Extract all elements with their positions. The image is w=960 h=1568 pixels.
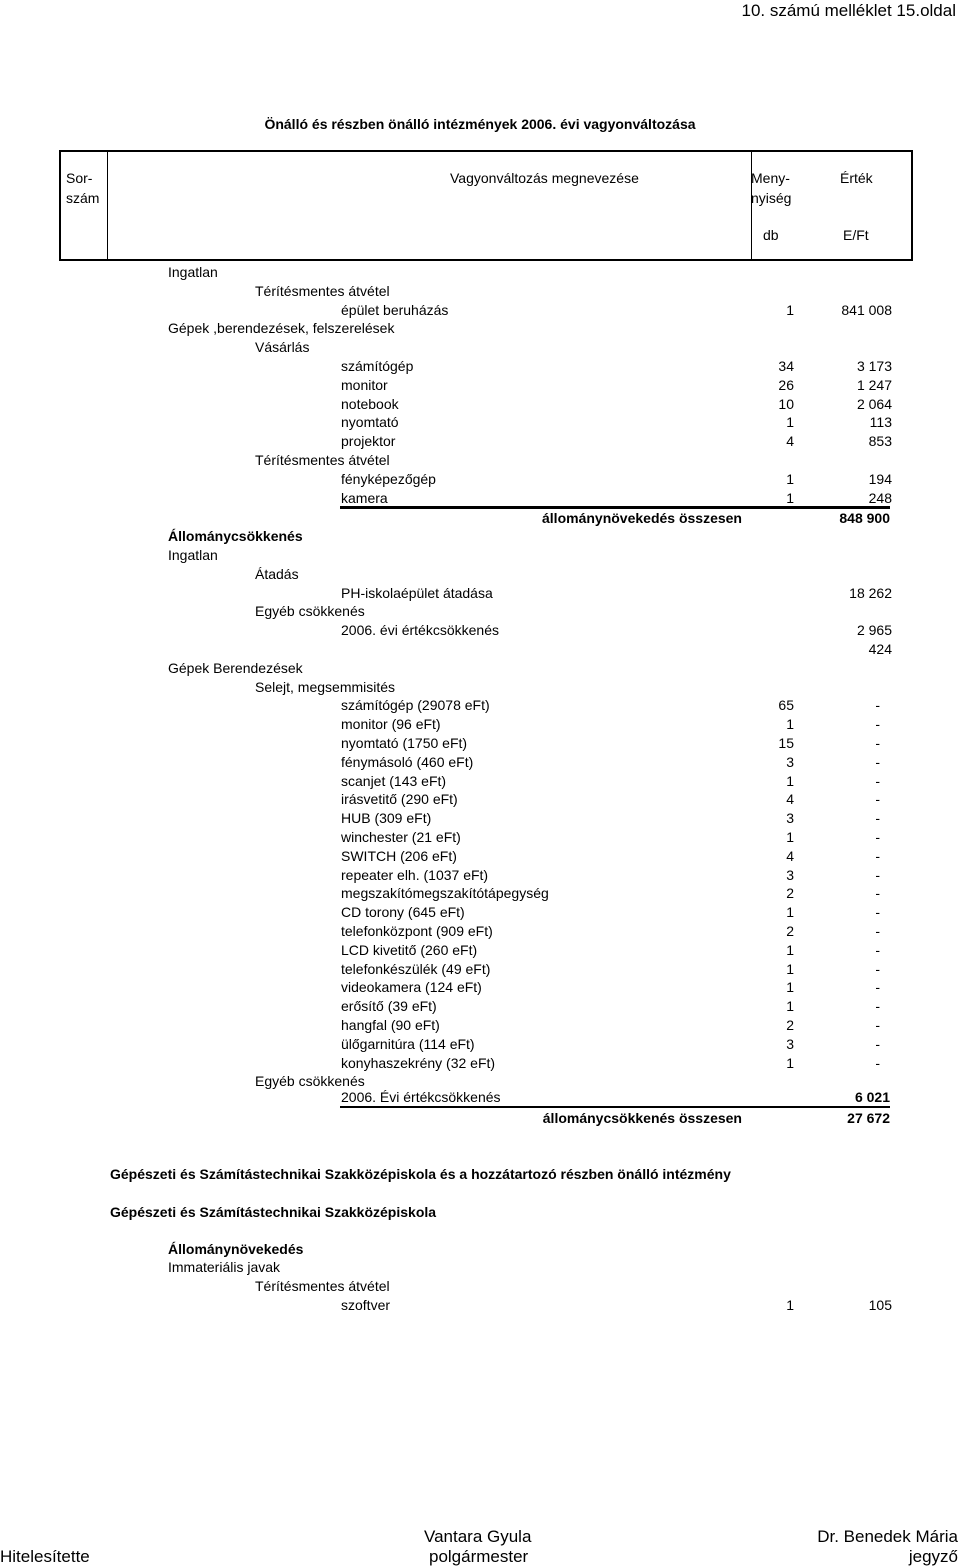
row-value: 853 xyxy=(868,433,892,450)
increase-total-rule xyxy=(340,506,890,509)
row-value: - xyxy=(875,998,880,1015)
notary-title: jegyző xyxy=(908,1547,958,1566)
row-label: Térítésmentes átvétel xyxy=(255,1278,390,1294)
header-description: Vagyonváltozás megnevezése xyxy=(450,170,639,186)
section2-heading-1: Gépészeti és Számítástechnikai Szakközépiskola és a hozzátartozó részben önálló intézmény xyxy=(110,1166,731,1182)
row-qty: 2 xyxy=(786,923,794,939)
row-qty: 3 xyxy=(786,753,794,770)
row-label: ülőgarnitúra (114 eFt) xyxy=(341,1035,475,1052)
depreciation-value: 6 021 xyxy=(854,1089,890,1105)
row-label: Ingatlan xyxy=(168,264,218,280)
row-label: PH-iskolaépület átadása xyxy=(341,584,493,601)
row-label: projektor xyxy=(341,433,396,450)
row-label: számítógép (29078 eFt) xyxy=(341,697,490,714)
row-label: fénymásoló (460 eFt) xyxy=(341,753,474,770)
row-label: LCD kivetitő (260 eFt) xyxy=(341,941,478,958)
row-value: 105 xyxy=(868,1297,892,1313)
row-value: - xyxy=(875,772,880,789)
row-label: telefonkészülék (49 eFt) xyxy=(341,960,491,977)
row-label: 2006. évi értékcsökkenés xyxy=(341,622,499,639)
row-label: Átadás xyxy=(255,565,299,582)
row-value: - xyxy=(875,923,880,939)
row-qty: 1 xyxy=(786,301,794,318)
page-title: Önálló és részben önálló intézmények 2006. évi vagyonváltozása xyxy=(264,116,696,132)
mayor-title: polgármester xyxy=(429,1547,529,1566)
row-label: fényképezőgép xyxy=(341,470,436,487)
row-qty: 3 xyxy=(786,1035,794,1052)
row-qty: 3 xyxy=(786,810,794,827)
row-label: Gépek ,berendezések, felszerelések xyxy=(168,320,395,337)
section2-subheading: Állománynövekedés xyxy=(168,1241,304,1257)
row-value: 194 xyxy=(868,470,892,487)
row-qty: 65 xyxy=(778,697,794,714)
row-label: repeater elh. (1037 eFt) xyxy=(341,866,489,883)
row-qty: 4 xyxy=(786,433,794,450)
row-label: scanjet (143 eFt) xyxy=(341,772,447,789)
mayor-name: Vantara Gyula xyxy=(424,1527,532,1546)
row-label: Egyéb csökkenés xyxy=(255,603,365,620)
row-value: 18 262 xyxy=(849,584,892,601)
row-value: - xyxy=(875,979,880,996)
row-label: hangfal (90 eFt) xyxy=(341,1017,440,1033)
row-value: - xyxy=(875,847,880,864)
row-value: - xyxy=(875,960,880,977)
row-label: videokamera (124 eFt) xyxy=(341,979,482,996)
notary-name: Dr. Benedek Mária xyxy=(817,1527,958,1546)
row-value: - xyxy=(875,716,880,733)
row-qty: 1 xyxy=(786,772,794,789)
row-value: - xyxy=(875,753,880,770)
header-value-unit: E/Ft xyxy=(843,227,869,243)
row-value: - xyxy=(875,735,880,751)
row-value: 424 xyxy=(868,641,892,657)
row-qty: 26 xyxy=(778,376,794,393)
row-label: kamera xyxy=(341,489,388,506)
decrease-total-rule xyxy=(340,1106,890,1108)
total-decrease-label: állománycsökkenés összesen xyxy=(542,1110,742,1126)
row-label: szoftver xyxy=(341,1297,391,1313)
row-label: Egyéb csökkenés xyxy=(255,1073,365,1090)
row-qty: 2 xyxy=(786,885,794,902)
row-label: épület beruházás xyxy=(341,301,449,318)
row-value: 1 247 xyxy=(856,376,892,393)
row-qty: 10 xyxy=(778,395,794,412)
row-label: Selejt, megsemmisités xyxy=(255,678,396,695)
header-qty-unit: db xyxy=(763,227,779,243)
row-value: - xyxy=(875,829,880,845)
row-label: nyomtató (1750 eFt) xyxy=(341,735,468,751)
row-label: Gépek Berendezések xyxy=(168,659,303,676)
row-qty: 4 xyxy=(786,791,794,808)
row-label: konyhaszekrény (32 eFt) xyxy=(341,1054,496,1071)
row-value: - xyxy=(875,1035,880,1052)
depreciation-label: 2006. Évi értékcsökkenés xyxy=(341,1089,501,1105)
row-qty: 1 xyxy=(786,998,794,1015)
header-sorszam-2: szám xyxy=(66,190,100,206)
row-label: nyomtató xyxy=(341,414,399,431)
header-qty-2: nyiség xyxy=(751,190,792,206)
row-qty: 2 xyxy=(786,1017,794,1033)
row-label: monitor xyxy=(341,376,388,393)
row-qty: 1 xyxy=(786,1297,794,1313)
header-divider-1 xyxy=(107,152,108,259)
row-value: 2 064 xyxy=(856,395,892,412)
row-label: Vásárlás xyxy=(255,339,310,356)
header-sorszam-1: Sor- xyxy=(66,170,93,186)
row-qty: 1 xyxy=(786,489,794,506)
total-increase-value: 848 900 xyxy=(839,510,890,526)
row-label: CD torony (645 eFt) xyxy=(341,904,465,921)
certified-label: Hitelesítette xyxy=(0,1547,90,1566)
row-qty: 1 xyxy=(786,829,794,845)
row-qty: 1 xyxy=(786,941,794,958)
row-value: - xyxy=(875,941,880,958)
row-label: Térítésmentes átvétel xyxy=(255,452,390,468)
row-value: 113 xyxy=(869,414,892,431)
row-value: 841 008 xyxy=(841,301,892,318)
row-label: monitor (96 eFt) xyxy=(341,716,441,733)
row-value: 2 965 xyxy=(856,622,892,639)
row-qty: 4 xyxy=(786,847,794,864)
row-label: irásvetitő (290 eFt) xyxy=(341,791,458,808)
row-label: számítógép xyxy=(341,358,414,374)
page-header: 10. számú melléklet 15.oldal xyxy=(741,1,956,20)
row-label: Immateriális javak xyxy=(168,1259,281,1275)
row-value: - xyxy=(875,1017,880,1033)
row-label: megszakítómegszakítótápegység xyxy=(341,885,549,902)
row-qty: 3 xyxy=(786,866,794,883)
row-qty: 1 xyxy=(786,1054,794,1071)
row-value: - xyxy=(875,866,880,883)
row-qty: 15 xyxy=(778,735,794,751)
row-label: telefonközpont (909 eFt) xyxy=(341,923,493,939)
header-value: Érték xyxy=(840,170,873,186)
row-qty: 1 xyxy=(786,716,794,733)
row-value: 248 xyxy=(868,489,892,506)
row-label: Térítésmentes átvétel xyxy=(255,282,390,299)
row-label: erősítő (39 eFt) xyxy=(341,998,437,1015)
row-value: 3 173 xyxy=(856,358,892,374)
row-label: Ingatlan xyxy=(168,547,218,563)
header-qty-1: Meny- xyxy=(751,170,790,186)
row-qty: 34 xyxy=(778,358,794,374)
row-label: winchester (21 eFt) xyxy=(341,829,461,845)
decrease-heading: Állománycsökkenés xyxy=(168,528,303,544)
row-value: - xyxy=(875,904,880,921)
row-value: - xyxy=(875,791,880,808)
row-qty: 1 xyxy=(786,414,794,431)
row-qty: 1 xyxy=(786,960,794,977)
total-increase-label: állománynövekedés összesen xyxy=(542,510,742,526)
total-decrease-value: 27 672 xyxy=(847,1110,890,1126)
row-value: - xyxy=(875,1054,880,1071)
section2-heading-2: Gépészeti és Számítástechnikai Szakközépiskola xyxy=(110,1204,437,1220)
row-label: notebook xyxy=(341,395,399,412)
row-value: - xyxy=(875,810,880,827)
row-value: - xyxy=(875,697,880,714)
row-label: HUB (309 eFt) xyxy=(341,810,432,827)
row-qty: 1 xyxy=(786,904,794,921)
row-label: SWITCH (206 eFt) xyxy=(341,847,457,864)
row-value: - xyxy=(875,885,880,902)
row-qty: 1 xyxy=(786,979,794,996)
row-qty: 1 xyxy=(786,470,794,487)
